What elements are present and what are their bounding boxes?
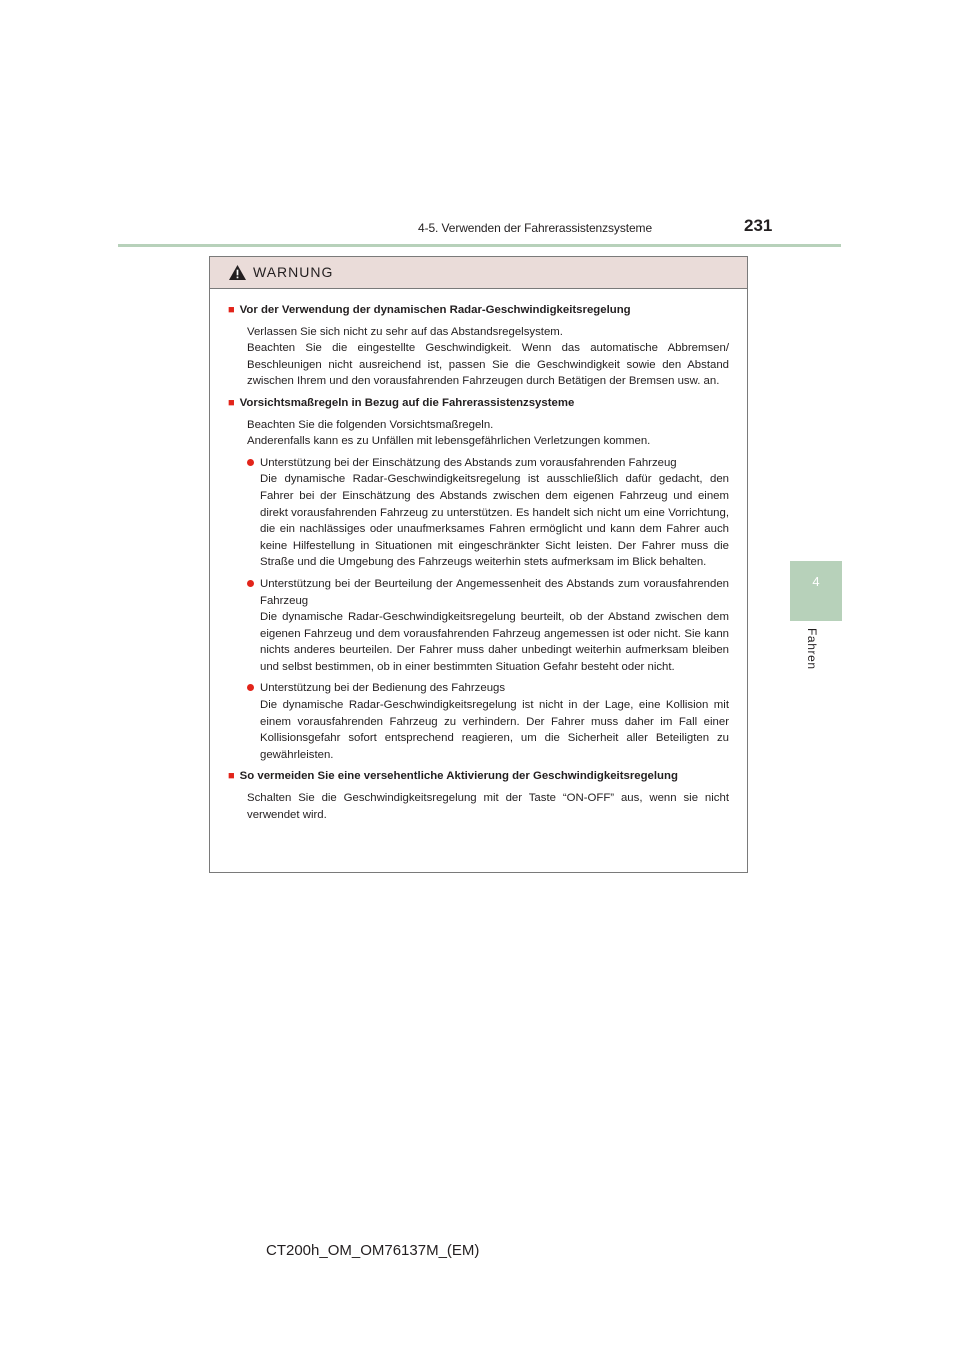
list-item (247, 455, 729, 571)
chapter-name: Fahren (805, 628, 819, 670)
warning-box (209, 256, 748, 873)
list-item-heading: Unterstützung bei der Einschätzung des Abstands zum vorausfahrenden Fahrzeug (260, 456, 677, 469)
round-bullet-icon (247, 580, 254, 587)
warning-title: WARNUNG (253, 264, 334, 280)
section-heading (228, 768, 729, 785)
section-heading-text: So vermeiden Sie eine versehentliche Aktivierung der Geschwindigkeitsregelung (239, 770, 678, 783)
round-bullet-icon (247, 684, 254, 691)
list-item-text: Die dynamische Radar-Geschwindigkeitsregelung ist ausschließlich dafür gedacht, den Fahrer bei der Einschätzung des Abstands zwischen dem eigenen Fahrzeug und einem direkt vorausfahrenden Fahrzeug zu unterstützen. Es handelt sich nicht um eine Vorrichtung, die ein nachlässiges oder unaufmerksames Fahren ermöglicht und kann dem Fahrer auch keine Hilfestellung in Situationen mit eingeschränkter Sicht leisten. Der Fahrer muss die Straße und die Umgebung des Fahrzeugs weiterhin stets aufmerksam im Blick behalten. (260, 473, 729, 569)
section-heading (228, 395, 729, 412)
square-bullet-icon: ■ (228, 770, 235, 783)
warning-header (210, 257, 747, 289)
page-number: 231 (744, 216, 773, 235)
warning-body (210, 289, 747, 823)
paragraph: Schalten Sie die Geschwindigkeitsregelung mit der Taste “ON-OFF” aus, wenn sie nicht verwendet wird. (247, 792, 729, 821)
list-item-text: Die dynamische Radar-Geschwindigkeitsregelung beurteilt, ob der Abstand zwischen dem eigenen Fahrzeug und dem vorausfahrenden Fahrzeug angemessen ist oder nicht. Sie kann nichts anderes beurteilen. Der Fahrer muss daher unbedingt weiterhin aufmerksam bleiben und selbst bestimmen, ob in einer bestimmten Situation Gefahr besteht oder nicht. (260, 611, 729, 673)
list-item-text: Die dynamische Radar-Geschwindigkeitsregelung ist nicht in der Lage, eine Kollision mit einem vorausfahrenden Fahrzeug zu verhindern. Der Fahrer muss daher im Fall einer Kollisionsgefahr sofort entsprechend reagieren, um die Sicherheit aller Beteiligten zu gewährleisten. (260, 699, 729, 761)
list-item-heading: Unterstützung bei der Bedienung des Fahrzeugs (260, 682, 506, 695)
list-item-heading: Unterstützung bei der Beurteilung der Angemessenheit des Abstands zum vorausfahrenden Fahrzeug (260, 577, 729, 607)
document-code: CT200h_OM_OM76137M_(EM) (266, 1242, 480, 1259)
section-heading (228, 302, 729, 319)
section-heading-text: Vorsichtsmaßregeln in Bezug auf die Fahrerassistenzsysteme (239, 396, 575, 409)
header-divider (118, 244, 841, 247)
section-heading-text: Vor der Verwendung der dynamischen Radar-Geschwindigkeitsregelung (239, 304, 631, 316)
warning-triangle-icon (228, 264, 247, 281)
paragraph: Beachten Sie die eingestellte Geschwindigkeit. Wenn das automatische Abbremsen/ Beschleunigen nicht ausreichend ist, passen Sie die Geschwindigkeit sowie den Abstand zwischen Ihrem und den vorausfahrenden Fahrzeugen durch Betätigen der Bremsen usw. an. (247, 342, 729, 388)
section-title: 4-5. Verwenden der Fahrerassistenzsysteme (418, 221, 653, 235)
chapter-number: 4 (812, 574, 820, 589)
square-bullet-icon: ■ (228, 396, 235, 409)
list-item (247, 576, 729, 676)
paragraph: Anderenfalls kann es zu Unfällen mit lebensgefährlichen Verletzungen kommen. (247, 435, 651, 448)
paragraph: Verlassen Sie sich nicht zu sehr auf das Abstandsregelsystem. (247, 325, 563, 338)
list-item (247, 680, 729, 763)
round-bullet-icon (247, 459, 254, 466)
chapter-tab (790, 561, 842, 621)
paragraph: Beachten Sie die folgenden Vorsichtsmaßregeln. (247, 418, 494, 431)
square-bullet-icon: ■ (228, 304, 235, 316)
